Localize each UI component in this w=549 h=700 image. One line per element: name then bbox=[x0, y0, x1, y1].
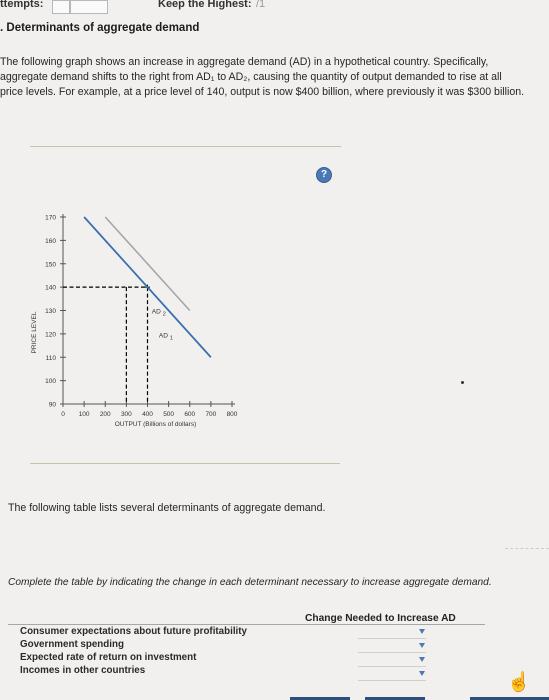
row-label-government-spending: Government spending bbox=[20, 639, 124, 650]
graph-axes bbox=[63, 214, 235, 404]
ad1-label: AD bbox=[158, 332, 168, 340]
x-tick-label: 400 bbox=[142, 411, 153, 418]
table-instructions: Complete the table by indicating the change in each determinant necessary to increase aggregate demand. bbox=[8, 577, 492, 588]
stray-dot bbox=[461, 381, 464, 384]
graph-reference-lines bbox=[63, 285, 150, 404]
question-intro: The following graph shows an increase in aggregate demand (AD) in a hypothetical country. Specifically, aggregate demand shifts to the right from AD₁ to AD₂, causing the quantity of output demanded to rise at all price levels. For example, at a price level of 140, output is now $400 billion, where previously it was $300 billion. bbox=[0, 56, 525, 98]
x-tick-label: 100 bbox=[78, 411, 90, 418]
keep-highest-value: /1 bbox=[256, 0, 266, 10]
question-title: . Determinants of aggregate demand bbox=[0, 22, 200, 34]
y-tick-label: 170 bbox=[45, 214, 56, 222]
ad2-subscript: 2 bbox=[162, 311, 166, 318]
x-tick-label: 0 bbox=[61, 411, 65, 418]
column-header-change: Change Needed to Increase AD bbox=[305, 613, 456, 624]
help-question-icon[interactable]: ? bbox=[316, 167, 332, 183]
select-government-spending[interactable] bbox=[358, 641, 426, 653]
caret-down-icon bbox=[419, 629, 425, 634]
table-intro: The following table lists several determinants of aggregate demand. bbox=[8, 502, 326, 514]
select-foreign-incomes[interactable] bbox=[358, 669, 426, 681]
ad2-label: AD bbox=[151, 308, 161, 316]
y-axis-label: PRICE LEVEL bbox=[31, 311, 38, 354]
keep-highest-label: Keep the Highest: bbox=[158, 0, 252, 10]
x-tick-label: 700 bbox=[205, 411, 217, 418]
y-tick-label: 110 bbox=[45, 354, 56, 362]
dashed-divider bbox=[505, 548, 549, 549]
y-tick-label: 120 bbox=[45, 331, 56, 339]
caret-down-icon bbox=[419, 643, 425, 648]
hand-pointer-icon: ☝ bbox=[507, 672, 531, 693]
ad1-subscript: 1 bbox=[169, 335, 173, 342]
attempts-label: ttempts: bbox=[0, 0, 44, 10]
x-tick-label: 500 bbox=[163, 411, 175, 418]
x-tick-label: 600 bbox=[184, 411, 196, 418]
caret-down-icon bbox=[419, 657, 425, 662]
y-tick-label: 130 bbox=[45, 308, 56, 315]
graph-ticks bbox=[45, 215, 238, 419]
caret-down-icon bbox=[419, 671, 425, 676]
select-expected-return[interactable] bbox=[358, 655, 426, 667]
y-tick-label: 90 bbox=[48, 401, 56, 409]
table-header-rule bbox=[8, 624, 485, 625]
y-tick-label: 100 bbox=[45, 378, 56, 386]
y-tick-label: 160 bbox=[45, 237, 56, 245]
x-tick-label: 300 bbox=[120, 411, 132, 418]
y-tick-label: 150 bbox=[45, 261, 56, 269]
row-label-foreign-incomes: Incomes in other countries bbox=[20, 665, 146, 676]
x-axis-label: OUTPUT (Billions of dollars) bbox=[114, 421, 197, 428]
select-consumer-expectations[interactable] bbox=[358, 627, 426, 639]
x-tick-label: 800 bbox=[226, 411, 238, 418]
y-tick-label: 140 bbox=[45, 284, 56, 292]
x-tick-label: 200 bbox=[99, 411, 111, 418]
row-label-expected-return: Expected rate of return on investment bbox=[20, 652, 197, 663]
row-label-consumer-expectations: Consumer expectations about future profitability bbox=[20, 626, 247, 637]
